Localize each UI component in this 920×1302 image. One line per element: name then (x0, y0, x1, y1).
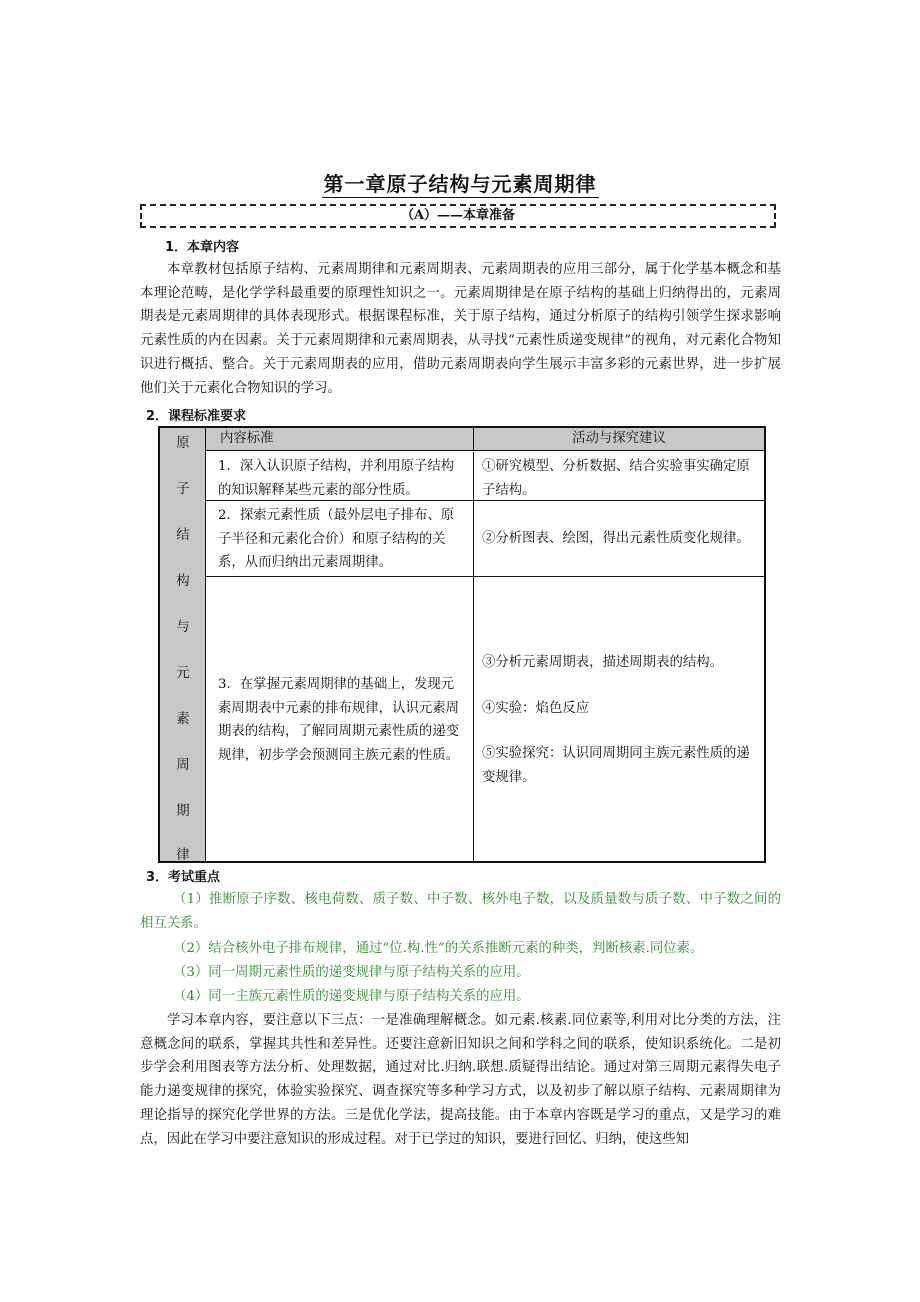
table-cell-standard-3: 3．在掌握元素周期律的基础上，发现元素周期表中元素的排布规律，认识元素周期表的结构，了解同周期元素性质的递变规律，初步学会预测同主族元素的性质。 (206, 577, 474, 861)
page-title: 第一章原子结构与元素周期律 (323, 172, 597, 196)
exam-point-1: （1）推断原子序数、核电荷数、质子数、中子数、核外电子数，以及质量数与质子数、中子数之间的相互关系。 (140, 892, 781, 931)
side-char: 期 (176, 804, 190, 819)
activity-item: ④实验：焰色反应 (482, 700, 590, 716)
side-char: 周 (176, 758, 190, 773)
activity-item: ③分析元素周期表，描述周期表的结构。 (482, 655, 724, 670)
heading-chapter-content: 1．本章内容 (165, 240, 240, 255)
table-cell-activity-1: ①研究模型、分析数据、结合实验事实确定原子结构。 (482, 459, 750, 498)
table-cell-activity-2: ②分析图表、绘图，得出元素性质变化规律。 (482, 531, 750, 546)
heading-exam-focus: 3．考试重点 (146, 870, 221, 885)
exam-point-3: （3）同一周期元素性质的递变规律与原子结构关系的应用。 (173, 965, 530, 980)
curriculum-table (158, 426, 766, 863)
exam-point-2: （2）结合核外电子排布规律，通过“位.构.性”的关系推断元素的种类，判断核素.同位素。 (173, 941, 704, 956)
table-cell-activity-3 (474, 577, 764, 861)
section-box: （A）——本章准备 (140, 204, 776, 228)
side-char: 原 (176, 436, 190, 451)
side-char: 素 (176, 712, 190, 727)
side-char: 与 (176, 620, 190, 635)
exam-point-4: （4）同一主族元素性质的递变规律与原子结构关系的应用。 (173, 989, 530, 1004)
side-char: 元 (176, 666, 190, 681)
closing-paragraph: 学习本章内容，要注意以下三点：一是准确理解概念。如元素.核素.同位素等,利用对比分类的方法，注意概念间的联系，掌握其共性和差异性。还要注意新旧知识之间和学科之间的联系，使知识系统化。二是初步学会利用图表等方法分析、处理数据，通过对比.归纳.联想.质疑得出结论。通过对第三周期元素得失电子能力递变规律的探究，体验实验探究、调查探究等多种学习方式，以及初步了解以原子结构、元素周期律为理论指导的探究化学世界的方法。三是优化学法，提高技能。由于本章内容既是学习的重点，又是学习的难点，因此在学习中要注意知识的形成过程。对于已学过的知识，要进行回忆、归纳，使这些知 (140, 1013, 781, 1147)
side-char: 子 (176, 482, 190, 497)
activity-item: ⑤实验探究：认识同周期同主族元素性质的递变规律。 (482, 746, 750, 785)
side-char: 律 (176, 848, 190, 863)
table-cell-standard-2: 2．探索元素性质（最外层电子排布、原子半径和元素化合价）和原子结构的关系，从而归纳出元素周期律。 (206, 501, 474, 576)
side-char: 构 (176, 574, 190, 589)
table-side-column (160, 428, 206, 861)
table-header-activity: 活动与探究建议 (474, 428, 764, 451)
table-header-content-standard: 内容标准 (206, 428, 474, 451)
chapter-content-paragraph: 本章教材包括原子结构、元素周期律和元素周期表、元素周期表的应用三部分，属于化学基本概念和基本理论范畴，是化学学科最重要的原理性知识之一。元素周期律是在原子结构的基础上归纳得出的，元素周期表是元素周期律的具体表现形式。根据课程标准，关于原子结构，通过分析原子的结构引领学生探求影响元素性质的内在因素。关于元素周期律和元素周期表，从寻找“元素性质递变规律”的视角，对元素化合物知识进行概括、整合。关于元素周期表的应用，借助元素周期表向学生展示丰富多彩的元素世界，进一步扩展他们关于元素化合物知识的学习。 (140, 262, 781, 396)
side-char: 结 (176, 528, 190, 543)
heading-curriculum-standards: 2．课程标准要求 (146, 409, 247, 424)
table-cell-standard-1: 1．深入认识原子结构，并利用原子结构的知识解释某些元素的部分性质。 (206, 452, 474, 500)
